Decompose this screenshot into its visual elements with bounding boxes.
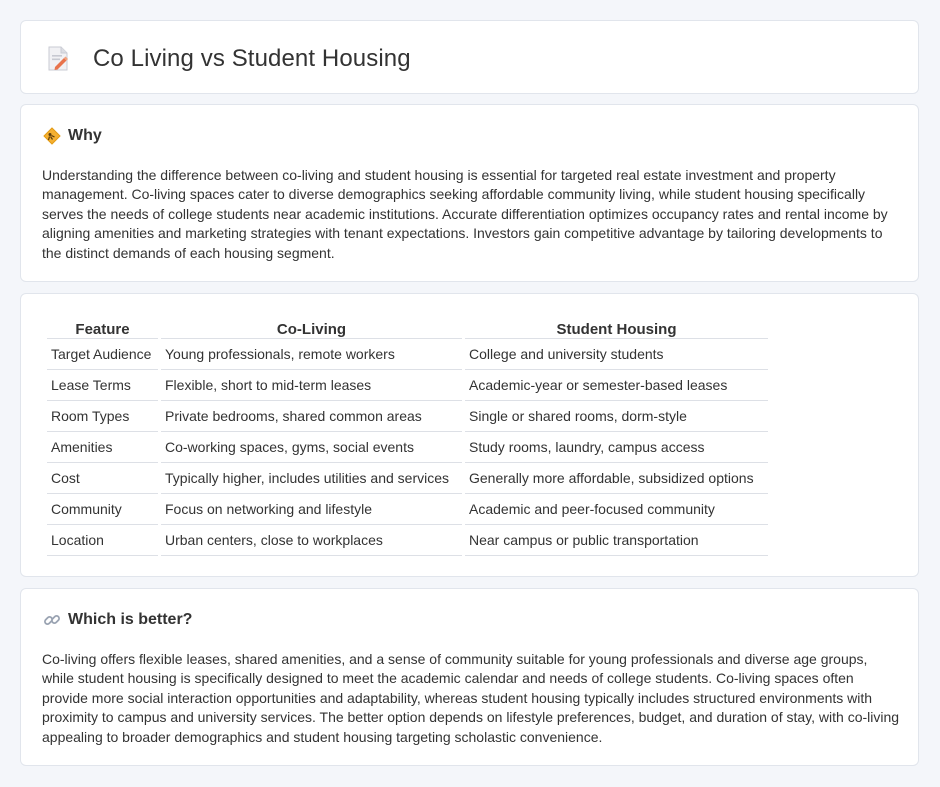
cell-co-living: Private bedrooms, shared common areas — [161, 401, 462, 432]
cell-feature: Lease Terms — [47, 370, 158, 401]
table-row — [47, 339, 768, 370]
better-heading-text: Which is better? — [68, 611, 193, 628]
table-row — [47, 432, 768, 463]
header-co-living: Co-Living — [161, 314, 462, 339]
document-pencil-icon — [47, 46, 69, 72]
why-heading-text: Why — [68, 127, 102, 144]
cell-co-living: Urban centers, close to workplaces — [161, 525, 462, 556]
table-row — [47, 525, 768, 556]
why-heading — [43, 127, 102, 145]
cell-feature: Location — [47, 525, 158, 556]
cell-student-housing: Generally more affordable, subsidized options — [465, 463, 768, 494]
better-body: Co-living offers flexible leases, shared amenities, and a sense of community suitable for young professionals and diverse age groups, while student housing is specifically designed to meet the academic calendar and needs of college students. Co-living spaces often provide more social interaction opportunities and adaptability, whereas student housing typically includes structured environments with proximity to campus and university services. The better option depends on lifestyle preferences, budget, and duration of stay, with co-living appealing to broader demographics and student housing targeting scholastic convenience. — [42, 651, 900, 745]
cell-student-housing: Single or shared rooms, dorm-style — [465, 401, 768, 432]
cell-student-housing: Academic and peer-focused community — [465, 494, 768, 525]
cell-feature: Amenities — [47, 432, 158, 463]
better-heading — [43, 611, 192, 629]
cell-student-housing: Near campus or public transportation — [465, 525, 768, 556]
cell-student-housing: Academic-year or semester-based leases — [465, 370, 768, 401]
page-title-wrap — [47, 45, 411, 73]
cell-feature: Room Types — [47, 401, 158, 432]
cell-co-living: Young professionals, remote workers — [161, 339, 462, 370]
cell-student-housing: Study rooms, laundry, campus access — [465, 432, 768, 463]
table-row — [47, 494, 768, 525]
cell-co-living: Co-working spaces, gyms, social events — [161, 432, 462, 463]
cell-co-living: Focus on networking and lifestyle — [161, 494, 462, 525]
table-row — [47, 463, 768, 494]
page-title: Co Living vs Student Housing — [93, 45, 411, 72]
why-card — [20, 104, 919, 282]
table-row — [47, 401, 768, 432]
diamond-sign-icon — [43, 127, 61, 145]
cell-co-living: Typically higher, includes utilities and services — [161, 463, 462, 494]
comparison-card — [20, 293, 919, 577]
cell-student-housing: College and university students — [465, 339, 768, 370]
header-feature: Feature — [47, 314, 158, 339]
why-body: Understanding the difference between co-living and student housing is essential for targeted real estate investment and property management. Co-living spaces cater to diverse demographics seeking affordable community living, while student housing specifically serves the needs of college students near academic institutions. Accurate differentiation optimizes occupancy rates and rental income by aligning amenities and marketing strategies with tenant expectations. Investors gain competitive advantage by tailoring developments to the distinct demands of each housing segment. — [42, 167, 888, 261]
cell-co-living: Flexible, short to mid-term leases — [161, 370, 462, 401]
table-row — [47, 370, 768, 401]
cell-feature: Target Audience — [47, 339, 158, 370]
cell-feature: Community — [47, 494, 158, 525]
comparison-table — [44, 314, 771, 556]
table-body — [47, 339, 768, 556]
table-header-row — [47, 314, 768, 339]
header-student-housing: Student Housing — [465, 314, 768, 339]
better-card — [20, 588, 919, 766]
header-card — [20, 20, 919, 94]
link-icon — [43, 611, 61, 629]
cell-feature: Cost — [47, 463, 158, 494]
